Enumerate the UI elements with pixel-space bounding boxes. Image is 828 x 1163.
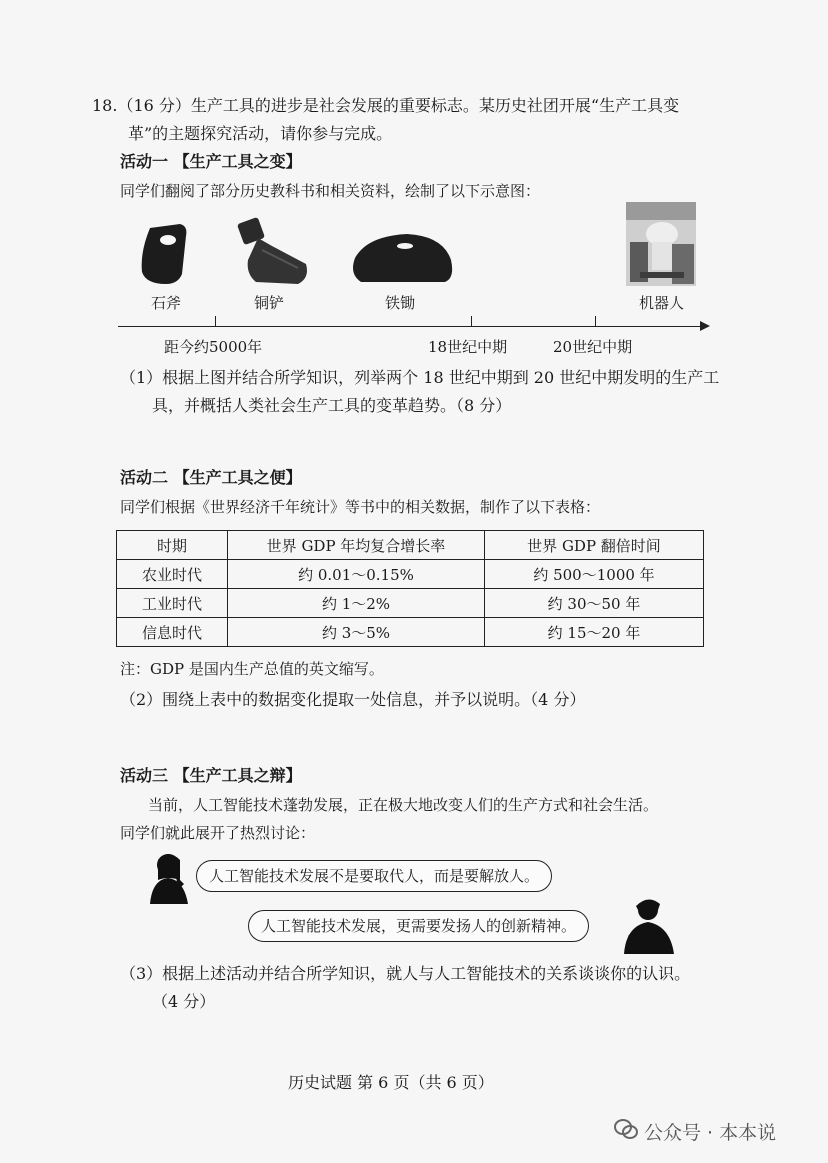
table-header-cell: 时期	[117, 531, 228, 560]
activity3-line-1: 当前，人工智能技术蓬勃发展，正在极大地改变人们的生产方式和社会生活。	[148, 796, 659, 814]
table-cell: 信息时代	[117, 618, 228, 647]
activity1-title: 活动一 【生产工具之变】	[120, 152, 302, 171]
question-line-2: 革”的主题探究活动，请你参与完成。	[128, 124, 393, 143]
table-cell: 工业时代	[117, 589, 228, 618]
timeline-arrow-icon	[700, 321, 710, 331]
page-footer: 历史试题 第 6 页（共 6 页）	[288, 1073, 494, 1092]
speech-bubble-1: 人工智能技术发展不是要取代人，而是要解放人。	[196, 860, 552, 892]
tool-caption-stone-axe: 石斧	[151, 294, 182, 312]
table-note: 注：GDP 是国内生产总值的英文缩写。	[120, 660, 384, 678]
tool-caption-iron-hoe: 铁锄	[385, 294, 416, 312]
table-cell: 约 500～1000 年	[485, 560, 704, 589]
table-header-cell: 世界 GDP 年均复合增长率	[228, 531, 485, 560]
tool-caption-bronze-shovel: 铜铲	[254, 294, 285, 312]
table-cell: 约 1～2%	[228, 589, 485, 618]
activity2-intro: 同学们根据《世界经济千年统计》等书中的相关数据，制作了以下表格：	[120, 498, 601, 516]
question1-line-2: 具，并概括人类社会生产工具的变革趋势。（8 分）	[152, 396, 512, 415]
table-row	[117, 560, 704, 589]
timeline-label-18c: 18世纪中期	[428, 338, 508, 356]
question3-line-2: （4 分）	[152, 992, 216, 1011]
table-cell: 约 15～20 年	[485, 618, 704, 647]
watermark-text: 公众号 · 本本说	[644, 1122, 777, 1144]
gdp-table	[116, 530, 704, 647]
table-row	[117, 618, 704, 647]
table-header-cell: 世界 GDP 翻倍时间	[485, 531, 704, 560]
wechat-icon	[614, 1118, 638, 1140]
timeline-tick	[595, 316, 596, 326]
table-cell: 约 30～50 年	[485, 589, 704, 618]
table-row	[117, 589, 704, 618]
table-cell: 农业时代	[117, 560, 228, 589]
question2: （2）围绕上表中的数据变化提取一处信息，并予以说明。（4 分）	[120, 690, 586, 709]
table-header-row	[117, 531, 704, 560]
timeline-label-20c: 20世纪中期	[553, 338, 633, 356]
activity3-line-2: 同学们就此展开了热烈讨论：	[120, 824, 316, 842]
timeline-tick	[471, 316, 472, 326]
activity2-title: 活动二 【生产工具之便】	[120, 468, 302, 487]
bronze-shovel-image	[232, 216, 312, 288]
student-girl-silhouette-icon	[146, 850, 192, 904]
student-boy-silhouette-icon	[618, 896, 676, 954]
iron-hoe-image	[347, 230, 457, 286]
timeline-tick	[215, 316, 216, 326]
question1-line-1: （1）根据上图并结合所学知识，列举两个 18 世纪中期到 20 世纪中期发明的生产工	[120, 368, 720, 387]
question-line-1: 18.（16 分）生产工具的进步是社会发展的重要标志。某历史社团开展“生产工具变	[92, 96, 680, 115]
robot-image	[626, 202, 696, 286]
tool-caption-robot: 机器人	[639, 294, 685, 312]
activity1-intro: 同学们翻阅了部分历史教科书和相关资料，绘制了以下示意图：	[120, 182, 541, 200]
timeline-axis	[118, 326, 708, 327]
activity3-title: 活动三 【生产工具之辩】	[120, 766, 302, 785]
table-cell: 约 3～5%	[228, 618, 485, 647]
speech-bubble-2: 人工智能技术发展，更需要发扬人的创新精神。	[248, 910, 589, 942]
timeline-label-5000: 距今约5000年	[164, 338, 263, 356]
stone-axe-image	[136, 222, 196, 288]
question3-line-1: （3）根据上述活动并结合所学知识，就人与人工智能技术的关系谈谈你的认识。	[120, 964, 691, 983]
table-cell: 约 0.01～0.15%	[228, 560, 485, 589]
